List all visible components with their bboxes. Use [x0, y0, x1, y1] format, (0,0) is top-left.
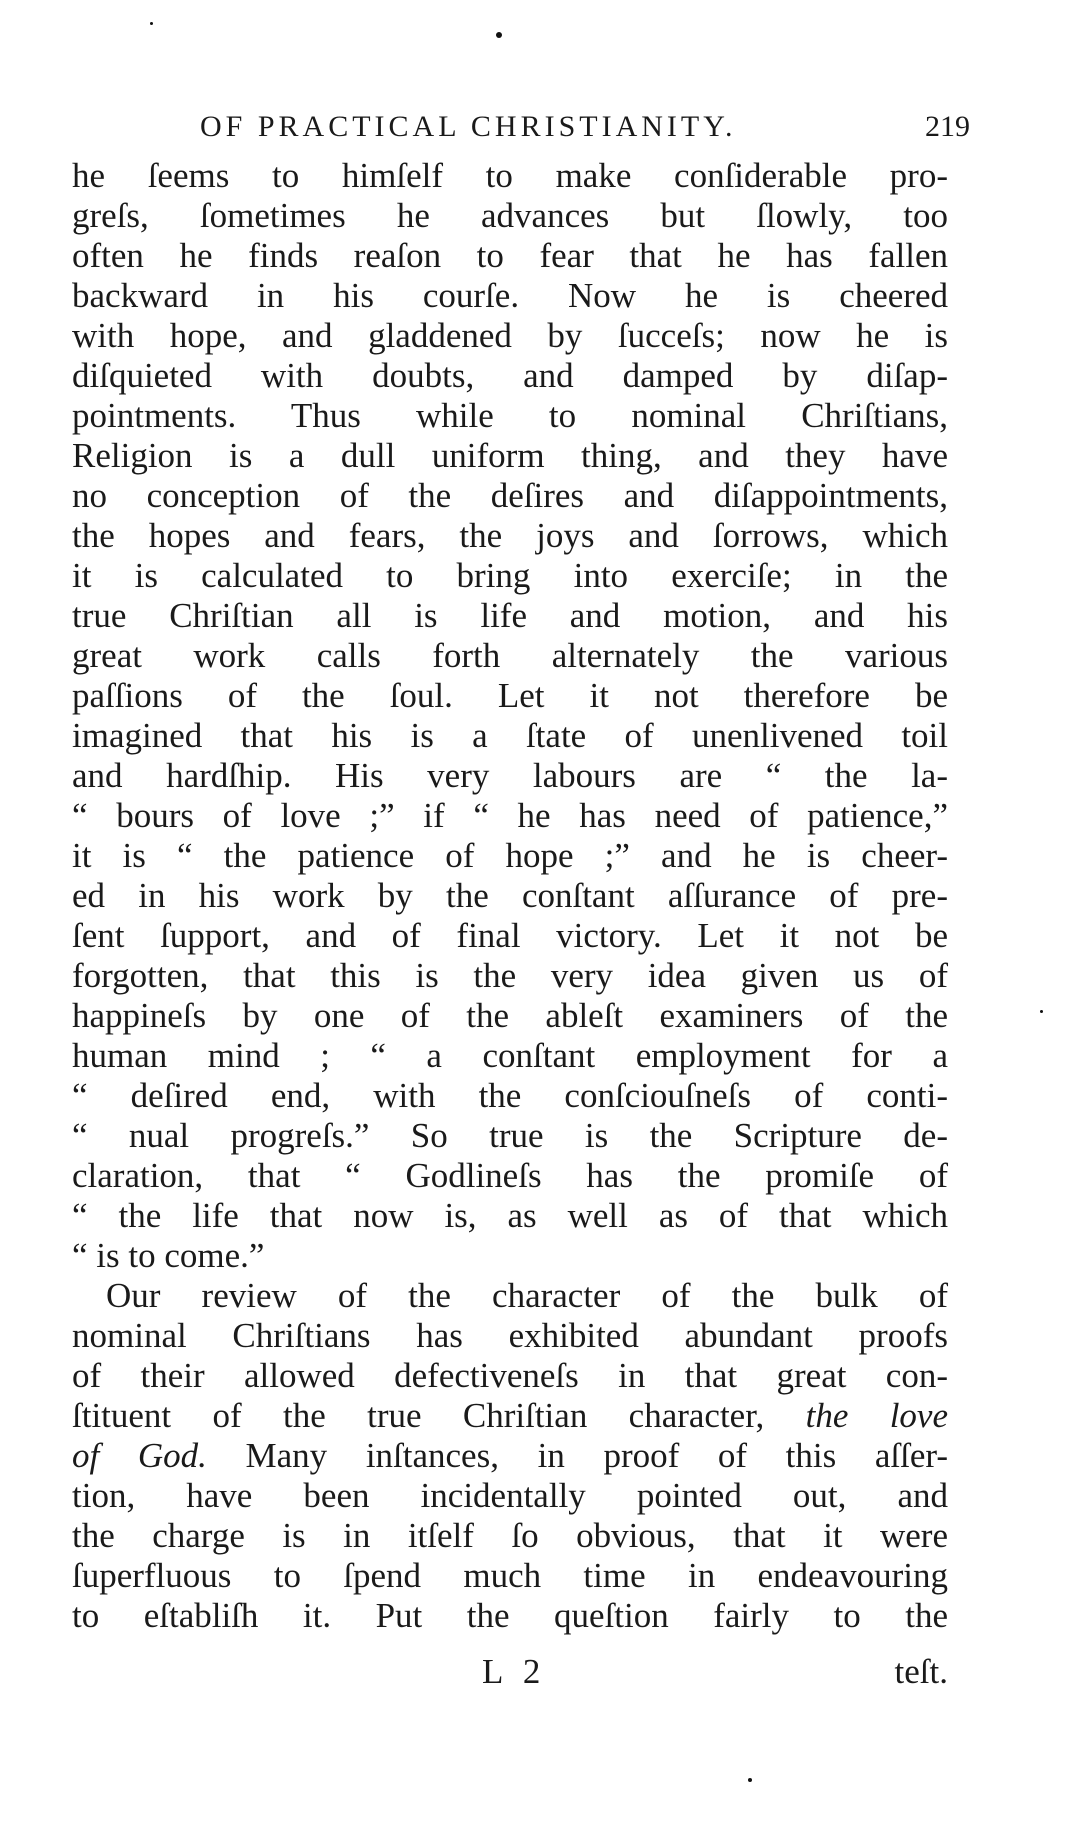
text-line: and hardſhip. His very labours are “ the la-	[72, 756, 948, 795]
body-text	[72, 156, 948, 1636]
ink-speck-right	[1040, 1010, 1043, 1013]
text-line: true Chriſtian all is life and motion, and his	[72, 596, 948, 635]
signature-mark: L 2	[482, 1652, 547, 1691]
text-line: paſſions of the ſoul. Let it not therefore be	[72, 676, 948, 715]
running-title: OF PRACTICAL CHRISTIANITY.	[200, 110, 737, 143]
text-line: backward in his courſe. Now he is cheered	[72, 276, 948, 315]
text-line: with hope, and gladdened by ſucceſs; now he is	[72, 316, 948, 355]
text-line: “ bours of love ;” if “ he has need of patience,”	[72, 796, 948, 835]
text-line: “ the life that now is, as well as of that which	[72, 1196, 948, 1235]
text-line: “ is to come.”	[72, 1236, 265, 1275]
text-line: great work calls forth alternately the various	[72, 636, 948, 675]
text-line: greſs, ſometimes he advances but ſlowly, too	[72, 196, 948, 235]
text-line: claration, that “ Godlineſs has the promiſe of	[72, 1156, 948, 1195]
text-line-with-italic	[72, 1396, 948, 1436]
text-line: Our review of the character of the bulk of	[106, 1276, 948, 1315]
italic-phrase: the love	[805, 1396, 948, 1435]
text-line: nominal Chriſtians has exhibited abundant proofs	[72, 1316, 948, 1355]
text-segment: ſtituent of the true Chriſtian character,	[72, 1396, 765, 1435]
text-line: he ſeems to himſelf to make conſiderable pro-	[72, 156, 948, 195]
text-line: diſquieted with doubts, and damped by diſap-	[72, 356, 948, 395]
text-line: often he finds reaſon to fear that he has fallen	[72, 236, 948, 275]
text-line: forgotten, that this is the very idea given us of	[72, 956, 948, 995]
text-line: tion, have been incidentally pointed out, and	[72, 1476, 948, 1515]
text-line: the hopes and fears, the joys and ſorrows, which	[72, 516, 948, 555]
text-line: it is “ the patience of hope ;” and he is cheer-	[72, 836, 948, 875]
text-line: happineſs by one of the ableſt examiners of the	[72, 996, 948, 1035]
text-line: pointments. Thus while to nominal Chriſtians,	[72, 396, 948, 435]
ink-speck-bottom	[748, 1778, 752, 1782]
ink-speck-top	[496, 32, 502, 38]
italic-phrase: of God.	[72, 1436, 207, 1475]
page-number: 219	[925, 110, 970, 143]
signature-line	[72, 1652, 948, 1698]
text-line: Religion is a dull uniform thing, and they have	[72, 436, 948, 475]
catchword: teſt.	[894, 1652, 948, 1691]
text-line: human mind ; “ a conſtant employment for a	[72, 1036, 948, 1075]
text-segment: Many inſtances, in proof of this aſſer-	[245, 1436, 949, 1475]
text-line: it is calculated to bring into exerciſe; in the	[72, 556, 948, 595]
text-line: ed in his work by the conſtant aſſurance of pre-	[72, 876, 948, 915]
text-line: to eſtabliſh it. Put the queſtion fairly to the	[72, 1596, 948, 1635]
text-line: no conception of the deſires and diſappointments,	[72, 476, 948, 515]
running-head	[170, 110, 1000, 150]
text-line: the charge is in itſelf ſo obvious, that it were	[72, 1516, 948, 1555]
text-line: “ nual progreſs.” So true is the Scripture de-	[72, 1116, 948, 1155]
text-line-with-italic	[72, 1436, 948, 1476]
text-line: of their allowed defectiveneſs in that great con-	[72, 1356, 948, 1395]
text-line: ſuperfluous to ſpend much time in endeavouring	[72, 1556, 948, 1595]
text-line: imagined that his is a ſtate of unenlivened toil	[72, 716, 948, 755]
text-line: ſent ſupport, and of final victory. Let it not be	[72, 916, 948, 955]
text-line: “ deſired end, with the conſciouſneſs of conti-	[72, 1076, 948, 1115]
ink-speck-left	[150, 22, 153, 25]
